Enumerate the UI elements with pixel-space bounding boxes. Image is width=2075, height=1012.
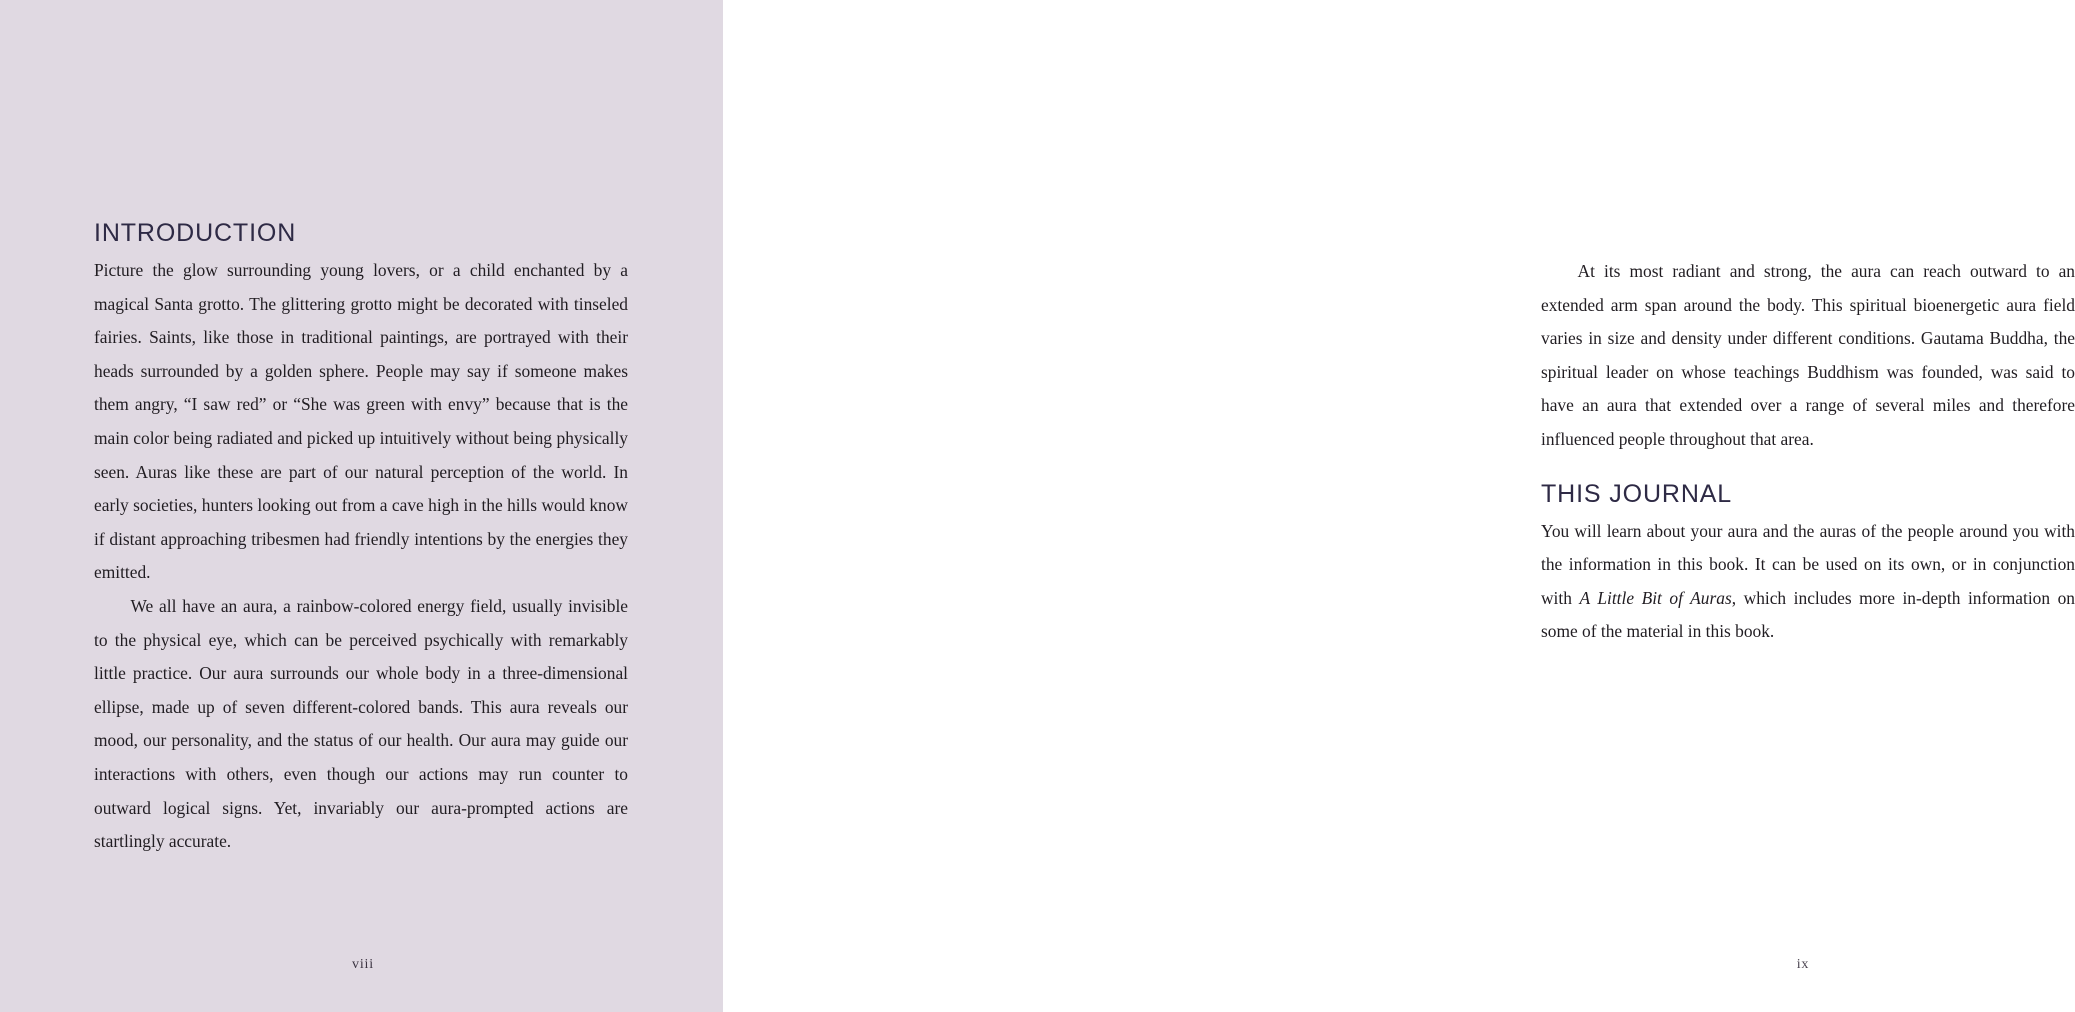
introduction-paragraph-1: Picture the glow surrounding young lovers, or a child enchanted by a magical Santa grotto. The glittering grotto might be decorated with tinseled fairies. Saints, like those in traditional paintings, are portrayed with their heads surrounded by a golden sphere. People may say if someone makes them angry, “I saw red” or “She was green with envy” because that is the main color being radiated and picked up intuitively without being physically seen. Auras like these are part of our natural perception of the world. In early societies, hunters looking out from a cave high in the hills would know if distant approaching tribesmen had friendly intentions by the energies they emitted. — [94, 260, 628, 583]
left-page-textblock — [94, 218, 628, 859]
this-journal-heading: THIS JOURNAL — [1541, 479, 1733, 508]
journal-text-before-title: You will learn about your aura and the auras of the people around you with the information in this book. It can be used on its own, or in conjunction with — [1541, 520, 2075, 608]
aura-range-paragraph: At its most radiant and strong, the aura can reach outward to an extended arm span around the body. This spiritual bioenergetic aura field varies in size and density under different conditions. Gautama Buddha, the spiritual leader on whose teachings Buddhism was founded, was said to have an aura that extended over a range of several miles and therefore influenced people throughout that area. — [1541, 261, 2075, 449]
introduction-paragraph-2: We all have an aura, a rainbow-colored energy field, usually invisible to the physical eye, which can be perceived psychically with remarkably little practice. Our aura surrounds our whole body in a three-dimensional ellipse, made up of seven different-colored bands. This aura reveals our mood, our personality, and the status of our health. Our aura may guide our interactions with others, even though our actions may run counter to outward logical signs. Yet, invariably our aura-prompted actions are startlingly accurate. — [94, 595, 628, 852]
book-title-citation: A Little Bit of Auras — [1579, 587, 1732, 608]
page-number-right: ix — [1796, 957, 1810, 972]
right-page-textblock — [1541, 255, 2075, 649]
left-page — [0, 0, 723, 1012]
page-number-left: viii — [351, 957, 375, 972]
journal-text-after-title: , which includes more in-depth information on some of the material in this book. — [1541, 587, 2075, 642]
right-page — [723, 0, 2075, 1012]
this-journal-paragraph — [1541, 515, 2075, 649]
introduction-heading: INTRODUCTION — [94, 219, 297, 247]
